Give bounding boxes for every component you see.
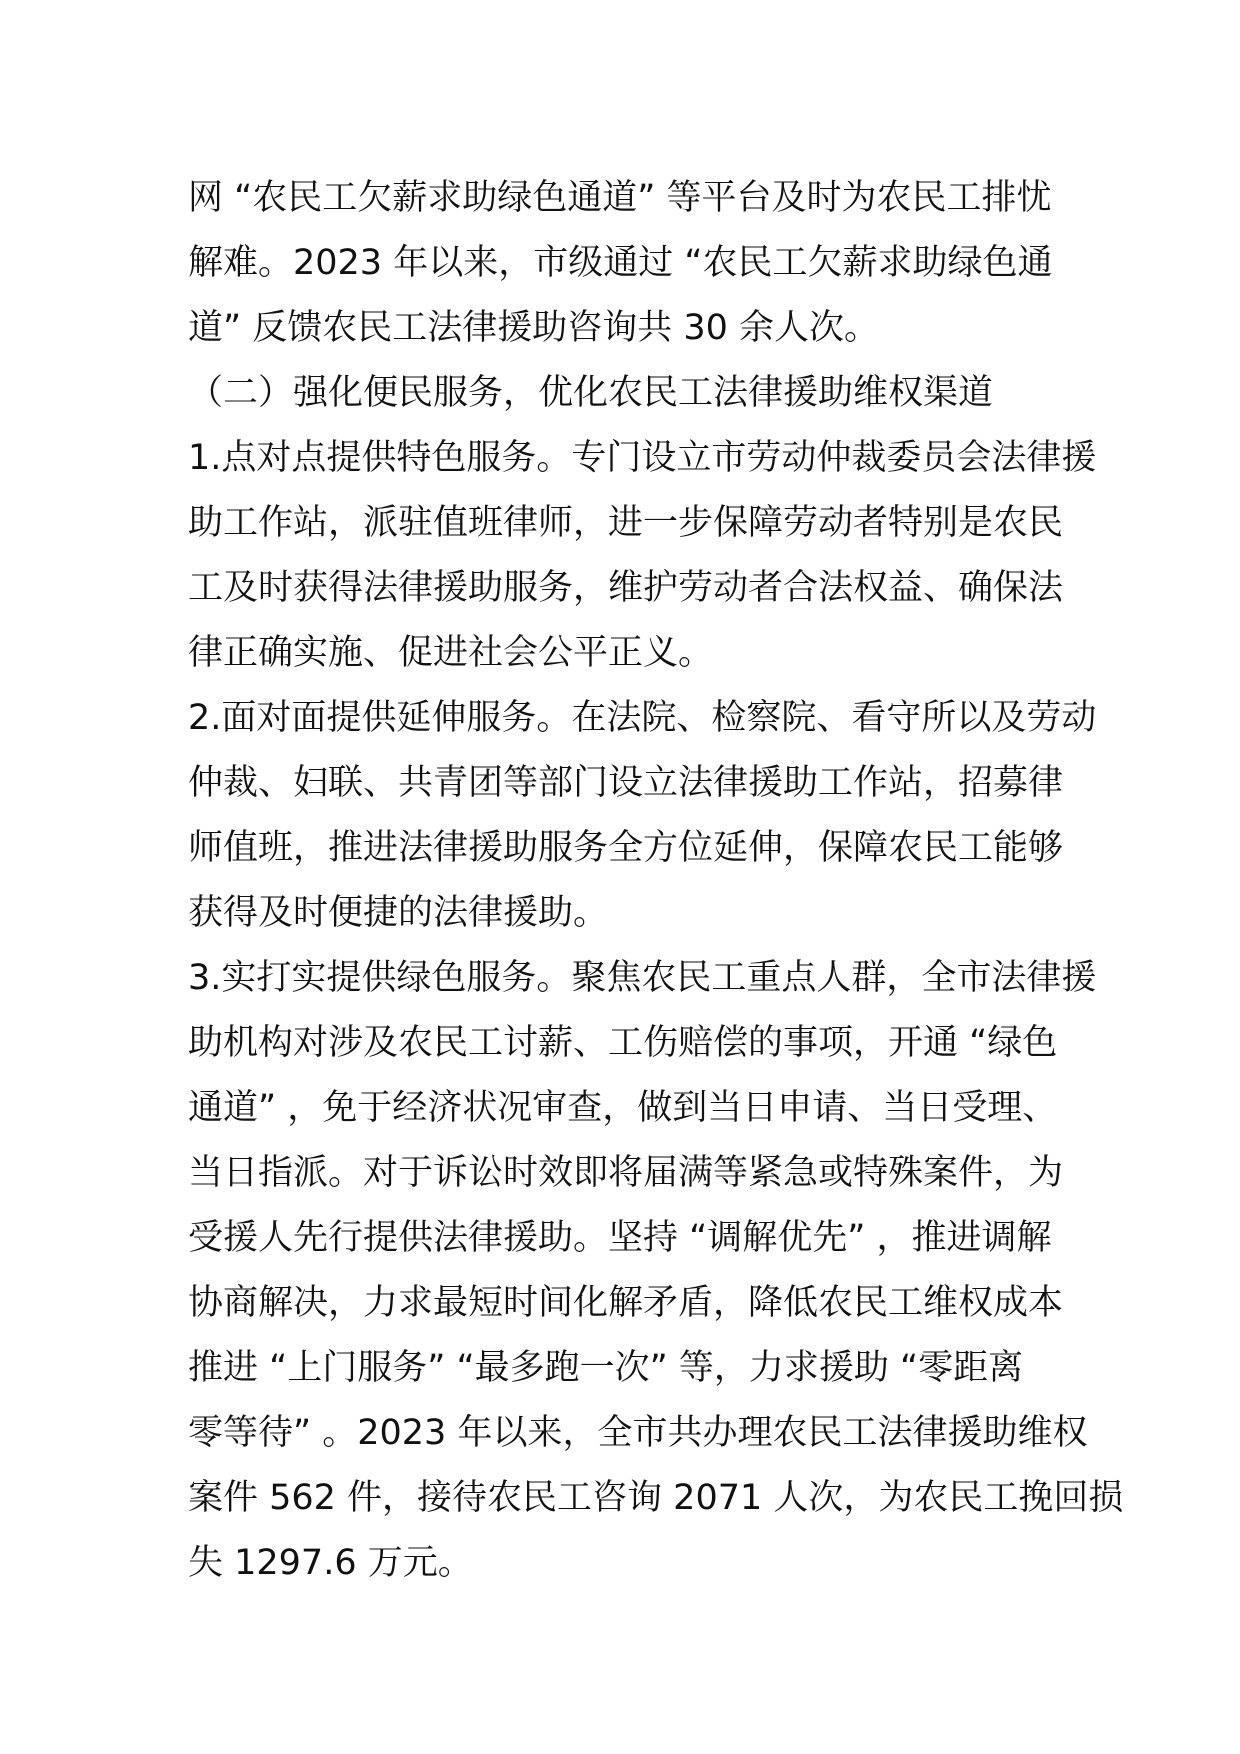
- section-heading: （二）强化便民服务，优化农民工法律援助维权渠道: [188, 373, 994, 413]
- text-line: 律正确实施、促进社会公平正义。: [188, 633, 714, 673]
- text-line: 零等待” 。2023 年以来，全市共办理农民工法律援助维权: [188, 1413, 1088, 1453]
- text-line: 失 1297.6 万元。: [188, 1543, 473, 1583]
- text-line: 解难。2023 年以来，市级通过 “农民工欠薪求助绿色通: [188, 243, 1053, 283]
- text-line: 协商解决，力求最短时间化解矛盾，降低农民工维权成本: [188, 1283, 1064, 1323]
- text-line: 网 “农民工欠薪求助绿色通道” 等平台及时为农民工排忧: [188, 178, 1052, 218]
- document-body: [188, 166, 1124, 1596]
- text-line: 助机构对涉及农民工讨薪、工伤赔偿的事项，开通 “绿色: [188, 1023, 1058, 1063]
- text-line: 2.面对面提供延伸服务。在法院、检察院、看守所以及劳动: [188, 698, 1097, 738]
- text-line: 受援人先行提供法律援助。坚持 “调解优先” ，推进调解: [188, 1218, 1052, 1258]
- text-line: 通道” ，免于经济状况审查，做到当日申请、当日受理、: [188, 1088, 1058, 1128]
- text-line: 道” 反馈农民工法律援助咨询共 30 余人次。: [188, 308, 880, 348]
- text-line: 仲裁、妇联、共青团等部门设立法律援助工作站，招募律: [188, 763, 1064, 803]
- text-line: 推进 “上门服务” “最多跑一次” 等，力求援助 “零距离: [188, 1348, 1024, 1388]
- text-line: 3.实打实提供绿色服务。聚焦农民工重点人群，全市法律援: [188, 958, 1097, 998]
- text-line: 当日指派。对于诉讼时效即将届满等紧急或特殊案件，为: [188, 1153, 1064, 1193]
- text-line: 1.点对点提供特色服务。专门设立市劳动仲裁委员会法律援: [188, 438, 1097, 478]
- text-line: 师值班，推进法律援助服务全方位延伸，保障农民工能够: [188, 828, 1064, 868]
- text-line: 助工作站，派驻值班律师，进一步保障劳动者特别是农民: [188, 503, 1064, 543]
- text-line: 案件 562 件，接待农民工咨询 2071 人次，为农民工挽回损: [188, 1478, 1124, 1518]
- text-line: 工及时获得法律援助服务，维护劳动者合法权益、确保法: [188, 568, 1064, 608]
- text-line: 获得及时便捷的法律援助。: [188, 893, 609, 933]
